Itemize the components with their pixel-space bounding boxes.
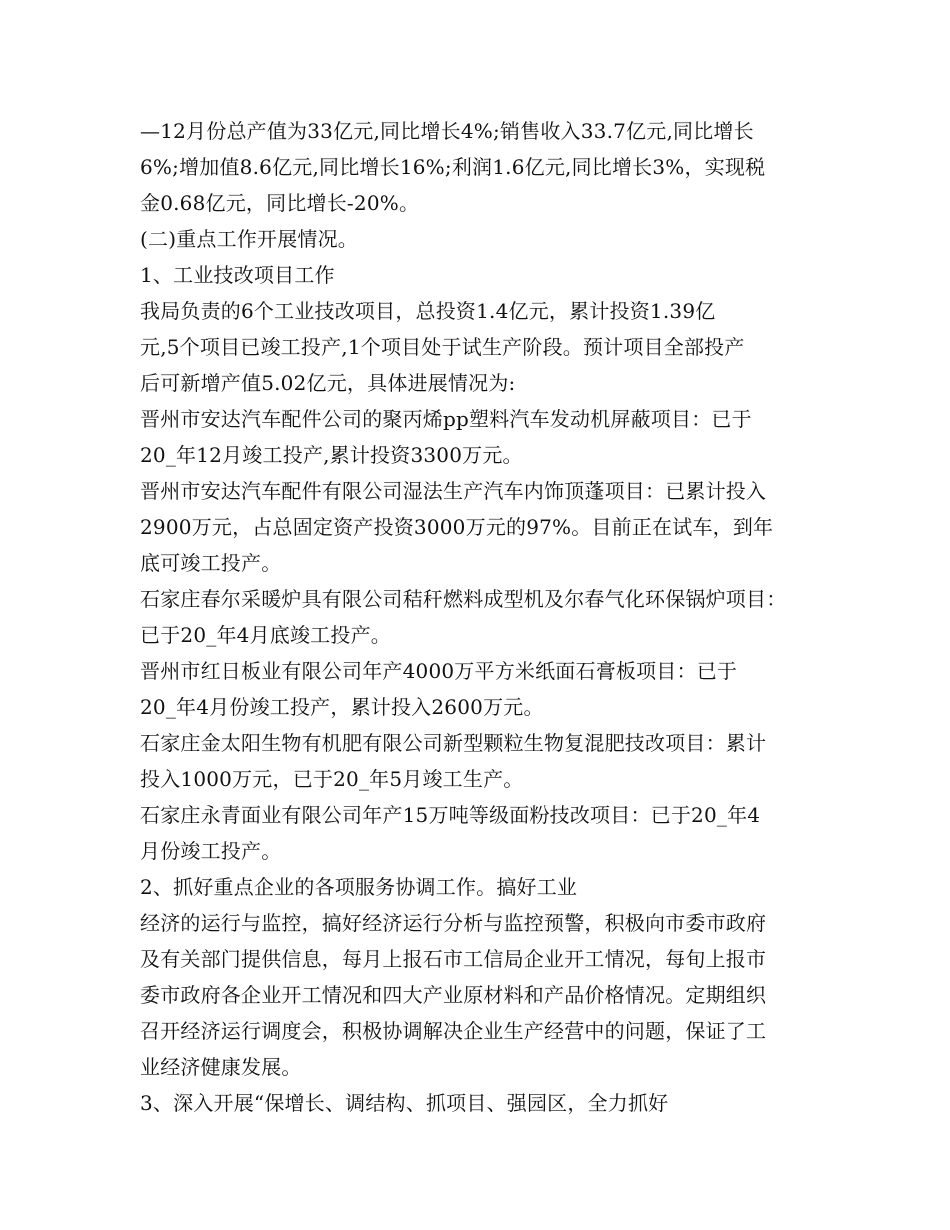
document-page (140, 113, 820, 1121)
text-line: 20_年12月竣工投产,累计投资3300万元。 (140, 443, 523, 467)
text-line: 晋州市安达汽车配件公司的聚丙烯pp塑料汽车发动机屏蔽项目：已于 (140, 407, 752, 431)
subsection-heading: 1、工业技改项目工作 (140, 263, 335, 287)
text-line: 石家庄春尔采暖炉具有限公司秸秆燃料成型机及尔春气化环保锅炉项目： (140, 587, 787, 611)
text-line: 底可竣工投产。 (140, 551, 282, 575)
text-line: 元,5个项目已竣工投产,1个项目处于试生产阶段。预计项目全部投产 (140, 335, 745, 359)
text-line: 2900万元，占总固定资产投资3000万元的97%。目前正在试车，到年 (140, 515, 774, 539)
text-line: 业经济健康发展。 (140, 1055, 302, 1079)
text-line: 经济的运行与监控，搞好经济运行分析与监控预警，积极向市委市政府 (140, 911, 767, 935)
text-line: 6%;增加值8.6亿元,同比增长16%;利润1.6亿元,同比增长3%，实现税 (140, 155, 766, 179)
section-heading: (二)重点工作开展情况。 (140, 227, 359, 251)
text-line: 20_年4月份竣工投产，累计投入2600万元。 (140, 695, 544, 719)
text-line: 晋州市红日板业有限公司年产4000万平方米纸面石膏板项目：已于 (140, 659, 738, 683)
text-line: 石家庄金太阳生物有机肥有限公司新型颗粒生物复混肥技改项目：累计 (140, 731, 767, 755)
text-line: 及有关部门提供信息，每月上报石市工信局企业开工情况，每旬上报市 (140, 947, 767, 971)
subsection-heading: 2、抓好重点企业的各项服务协调工作。搞好工业 (140, 875, 578, 899)
text-line: 投入1000万元，已于20_年5月竣工生产。 (140, 767, 524, 791)
text-line: 委市政府各企业开工情况和四大产业原材料和产品价格情况。定期组织 (140, 983, 767, 1007)
text-line: 召开经济运行调度会，积极协调解决企业生产经营中的问题，保证了工 (140, 1019, 767, 1043)
text-line: —12月份总产值为33亿元,同比增长4%;销售收入33.7亿元,同比增长 (140, 119, 754, 143)
text-line: 已于20_年4月底竣工投产。 (140, 623, 391, 647)
text-line: 石家庄永青面业有限公司年产15万吨等级面粉技改项目：已于20_年4 (140, 803, 761, 827)
text-line: 晋州市安达汽车配件有限公司湿法生产汽车内饰顶蓬项目：已累计投入 (140, 479, 767, 503)
text-line: 后可新增产值5.02亿元，具体进展情况为: (140, 371, 516, 395)
text-line: 我局负责的6个工业技改项目，总投资1.4亿元，累计投资1.39亿 (140, 299, 716, 323)
text-line: 金0.68亿元，同比增长-20%。 (140, 191, 420, 215)
text-line: 月份竣工投产。 (140, 839, 282, 863)
subsection-heading: 3、深入开展“保增长、调结构、抓项目、强园区，全力抓好 (140, 1091, 669, 1115)
